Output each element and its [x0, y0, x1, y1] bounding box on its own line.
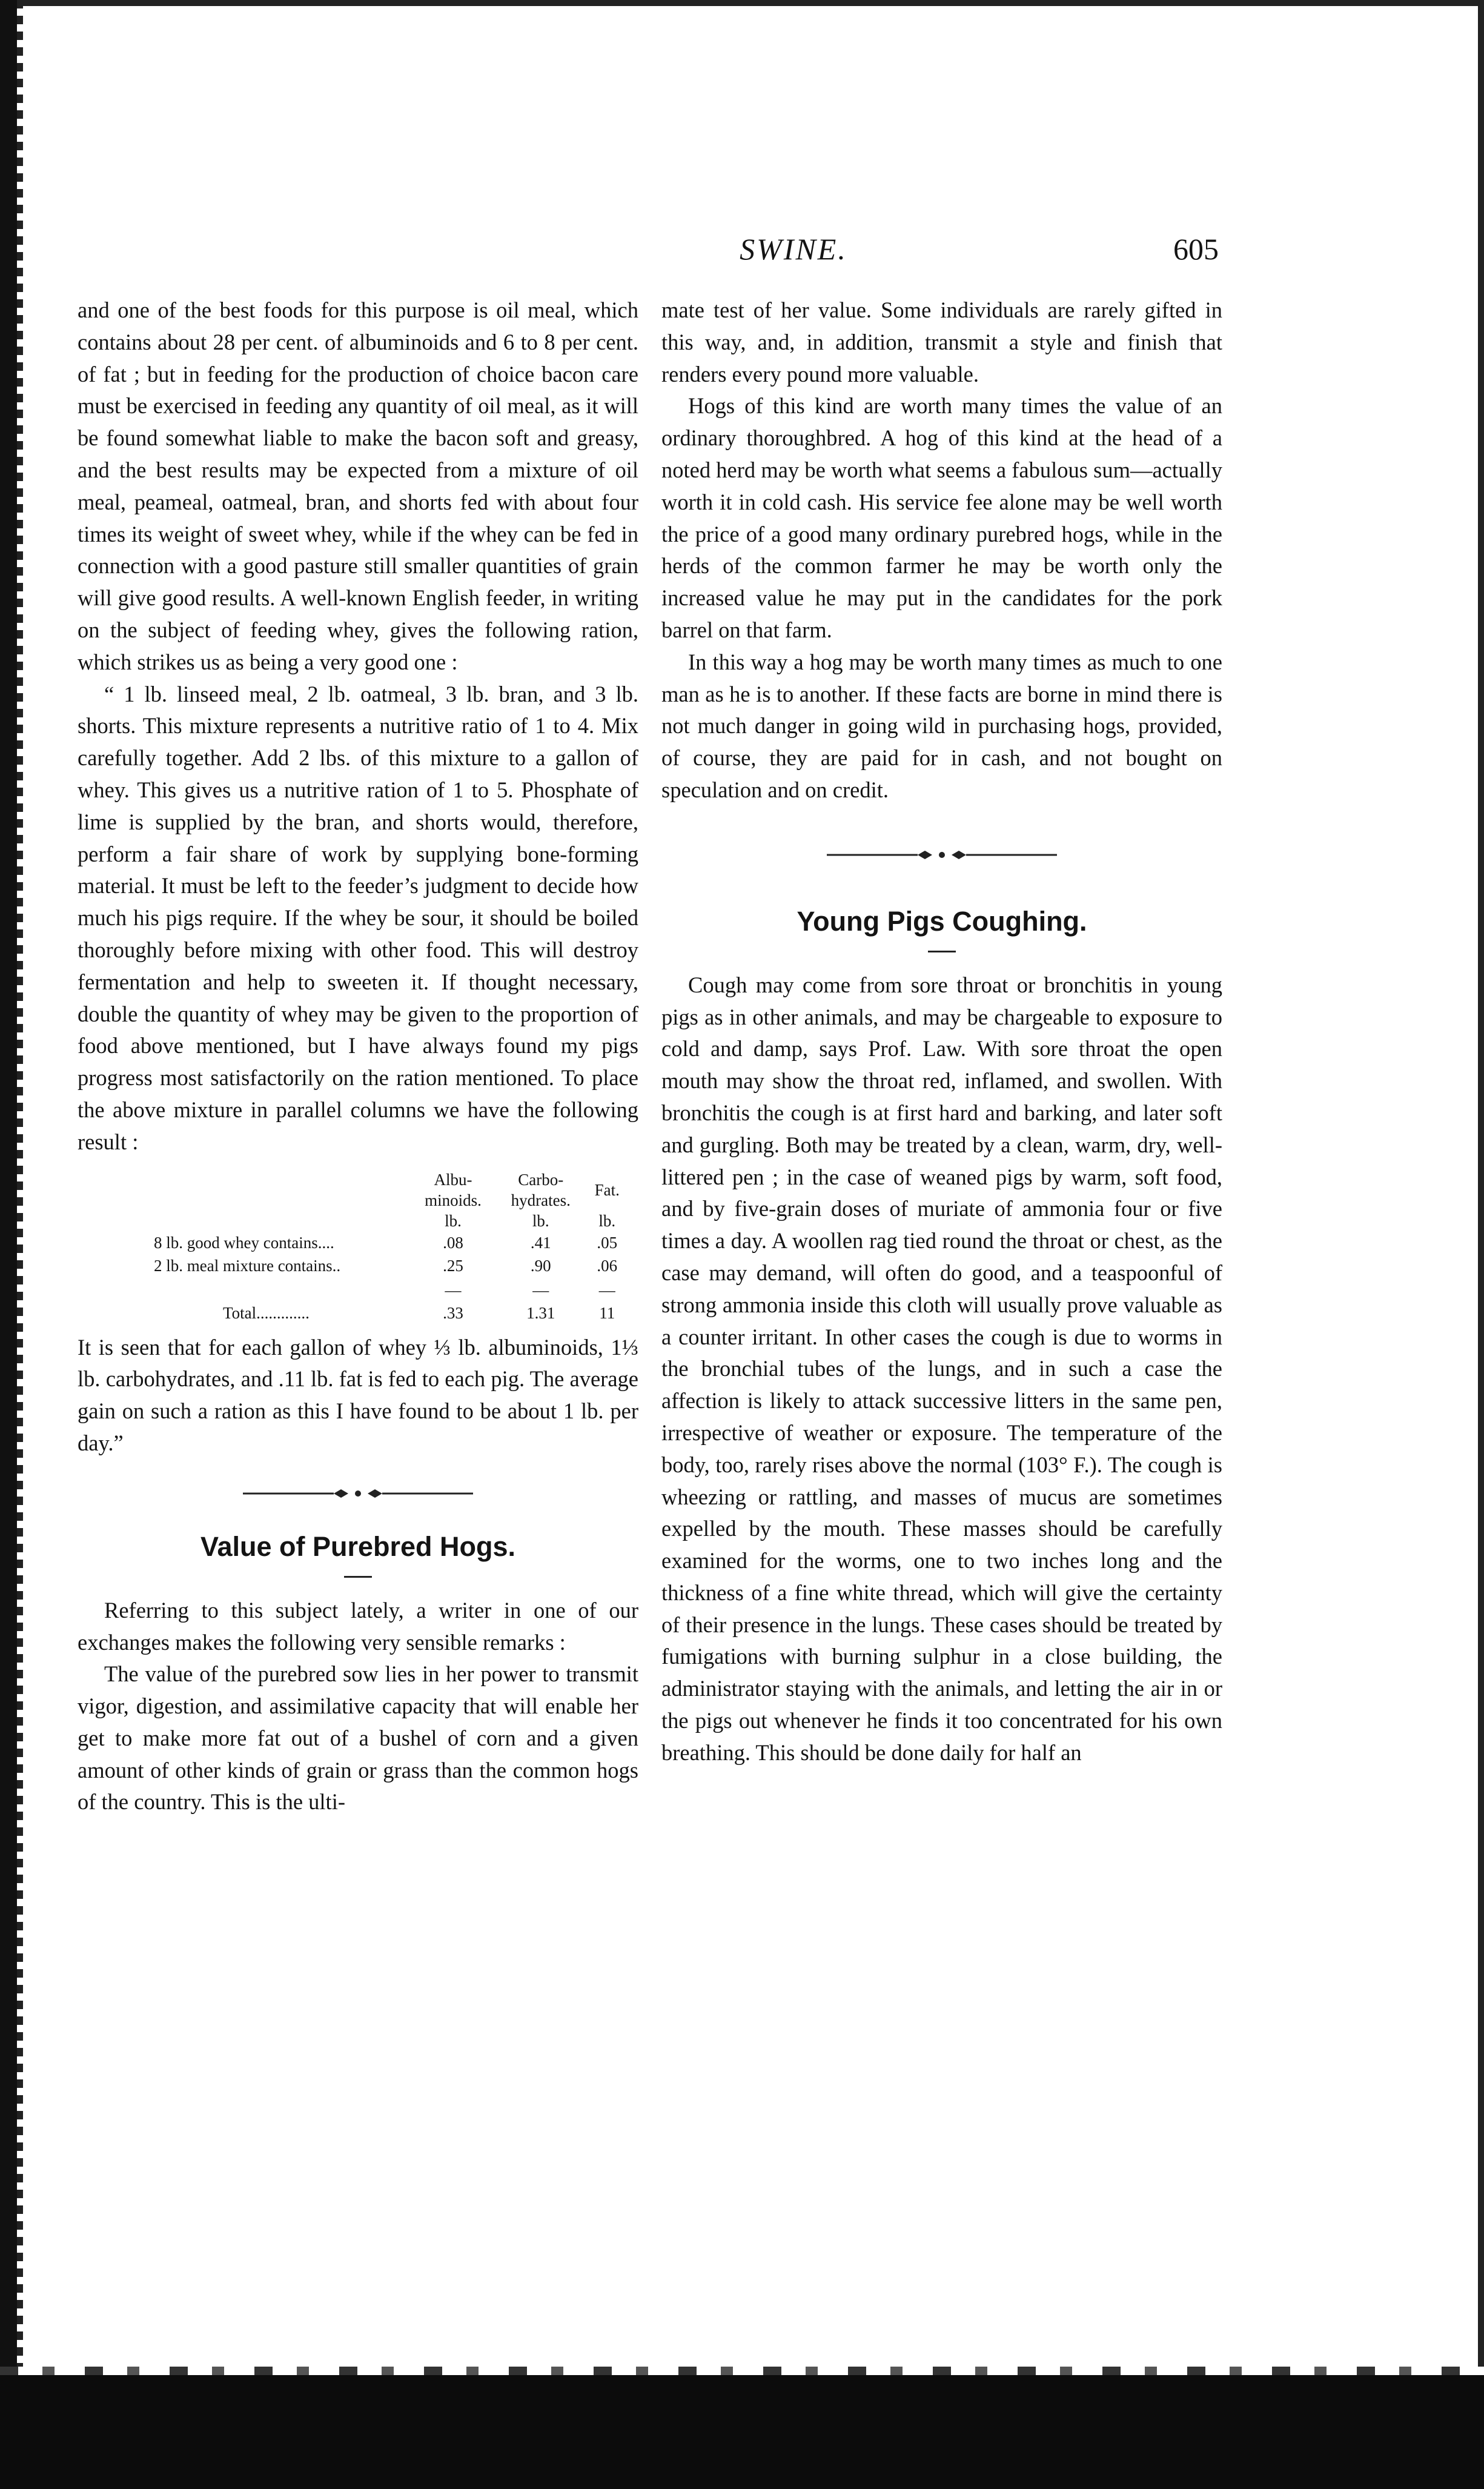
section-heading-coughing: Young Pigs Coughing. [797, 905, 1087, 937]
table-row [150, 1231, 629, 1254]
scan-binding-marks [17, 0, 23, 2489]
unit-lb: lb. [445, 1211, 462, 1230]
paragraph: and one of the best foods for this purpose is oil meal, which contains about 28 per cent. of albuminoids and 6 to 8 per cent. of fat ; but in feeding for the production of choice bacon care must be exercised in feeding any quantity of oil meal, as it will be found somewhat liable to make the bacon soft and greasy, and the best results may be expected from a mixture of oil meal, peameal, oatmeal, bran, and shorts fed with about four times its weight of sweet whey, while if the whey can be fed in connection with a good pasture still smaller quantities of grain will give good results. A well-known English feeder, in writing on the subject of feeding whey, gives the following ration, which strikes us as being a very good one : [78, 297, 638, 674]
cell-carbohydrates: .90 [530, 1256, 551, 1275]
table-row [150, 1254, 629, 1277]
running-title: SWINE. [740, 232, 847, 266]
cell-carbohydrates: .41 [530, 1233, 551, 1252]
table-header-carbohydrates: Carbo- hydrates. [511, 1170, 571, 1209]
paragraph: The value of the purebred sow lies in her power to transmit vigor, digestion, and assimilative capacity that will enable her get to make more fat out of a bushel of corn and a given amount of other kinds of grain or grass than the common hogs of the country. This is the ulti- [78, 1661, 638, 1815]
quoted-ration-paragraph: “ 1 lb. linseed meal, 2 lb. oatmeal, 3 lb. bran, and 3 lb. shorts. This mixture represents a nutritive ratio of 1 to 4. Mix carefully together. Add 2 lbs. of this mixture to a gallon of whey. This gives us a nutritive ration of 1 to 5. Phosphate of lime is supplied by the bran, and shorts would, therefore, perform a fair share of work by supplying bone-forming material. It must be left to the feeder’s judgment to decide how much his pigs require. If the whey be sour, it should be boiled thoroughly before mixing with other food. This will destroy fermentation and help to sweeten it. If thought necessary, double the quantity of whey may be given to the proportion of food above mentioned, but I have always found my pigs progress most satisfactorily on the ration mentioned. To place the above mixture in parallel columns we have the following result : [78, 681, 638, 1154]
cell-fat: .06 [597, 1256, 618, 1275]
scan-edge-right [1478, 0, 1484, 2489]
unit-lb: lb. [532, 1211, 549, 1230]
left-column [78, 294, 638, 1818]
row-label: 8 lb. good whey contains.... [154, 1233, 334, 1252]
dash: — [532, 1280, 549, 1299]
total-albuminoids: .33 [443, 1303, 463, 1322]
paragraph: Cough may come from sore throat or bronchitis in young pigs as in other animals, and may be chargeable to exposure to cold and damp, says Prof. Law. With sore throat the open mouth may show the throat red, inflamed, and swollen. With bronchitis the cough is at first hard and barking, and later soft and gurgling. Both may be treated by a clean, warm, dry, well-littered pen ; in the case of weaned pigs by warm, soft food, and by five-grain doses of muriate of ammonia four or five times a day. A woollen rag tied round the throat or chest, as the case may demand, will often do good, and a teaspoonful of strong ammonia inside this cloth will usually prove valuable as a counter irritant. In other cases the cough is due to worms in the bronchial tubes of the lungs, and in such a case the affection is likely to attack successive litters in the same pen, irrespective of weather or exposure. The temperature of the body, too, rarely rises above the normal (103° F.). The cough is wheezing or rattling, and masses of mucus are sometimes expelled by the mouth. These masses should be carefully examined for the worms, one to two inches long and the thickness of a fine white thread, which will give the certainty of their presence in the lungs. These cases should be treated by fumigations with burning sulphur in a close building, the administrator staying with the animals, and letting the air in or the pigs out whenever he finds it too concentrated for his own breathing. This should be done daily for half an [661, 972, 1222, 1765]
scan-edge-bottom [0, 2375, 1484, 2489]
table-total-row [150, 1301, 629, 1324]
section-ornament [827, 849, 1057, 861]
paragraph: Referring to this subject lately, a writer in one of our exchanges makes the following very sensible remarks : [78, 1597, 638, 1655]
scan-edge-left [0, 0, 17, 2489]
paragraph: In this way a hog may be worth many times as much to one man as he is to another. If these facts are borne in mind there is not much danger in going wild in purchasing hogs, provided, of course, they are paid for in cash, and not bought on speculation and on credit. [661, 649, 1222, 802]
dash: — [445, 1280, 462, 1299]
total-carbohydrates: 1.31 [526, 1303, 555, 1322]
total-fat: 11 [599, 1303, 615, 1322]
right-column [661, 294, 1222, 1769]
section-heading-purebred: Value of Purebred Hogs. [200, 1530, 516, 1562]
scan-edge-top [0, 0, 1484, 6]
heading-rule [344, 1576, 372, 1578]
unit-lb: lb. [598, 1211, 616, 1230]
table-header-blank [150, 1169, 410, 1211]
heading-rule [928, 951, 956, 952]
cell-albuminoids: .08 [443, 1233, 463, 1252]
table-header-fat: Fat. [594, 1180, 620, 1199]
paragraph: Hogs of this kind are worth many times the value of an ordinary thoroughbred. A hog of this kind at the head of a noted herd may be worth what seems a fabulous sum—actually worth it in cold cash. His service fee alone may be well worth the price of a good many ordinary purebred hogs, while in the herds of the common farmer he may be worth only the increased value he may put in the candidates for the pork barrel on that farm. [661, 393, 1222, 642]
table-divider-row [150, 1277, 629, 1301]
unit-blank [150, 1211, 410, 1231]
nutrient-table [150, 1169, 629, 1324]
cell-fat: .05 [597, 1233, 618, 1252]
section-ornament [243, 1487, 473, 1500]
scan-bottom-noise [0, 2367, 1484, 2375]
total-label: Total............. [223, 1303, 310, 1322]
cell-albuminoids: .25 [443, 1256, 463, 1275]
dash: — [598, 1280, 615, 1299]
paragraph: mate test of her value. Some individuals are rarely gifted in this way, and, in addition, transmit a style and finish that renders every pound more valuable. [661, 297, 1222, 387]
page-number: 605 [1173, 232, 1219, 266]
row-label: 2 lb. meal mixture contains.. [154, 1256, 341, 1275]
paragraph: It is seen that for each gallon of whey ⅓ lb. albuminoids, 1⅓ lb. carbohydrates, and .11 lb. fat is fed to each pig. The average gain on such a ration as this I have found to be about 1 lb. per day.” [78, 1334, 638, 1455]
table-header-albuminoids: Albu- minoids. [425, 1170, 482, 1209]
